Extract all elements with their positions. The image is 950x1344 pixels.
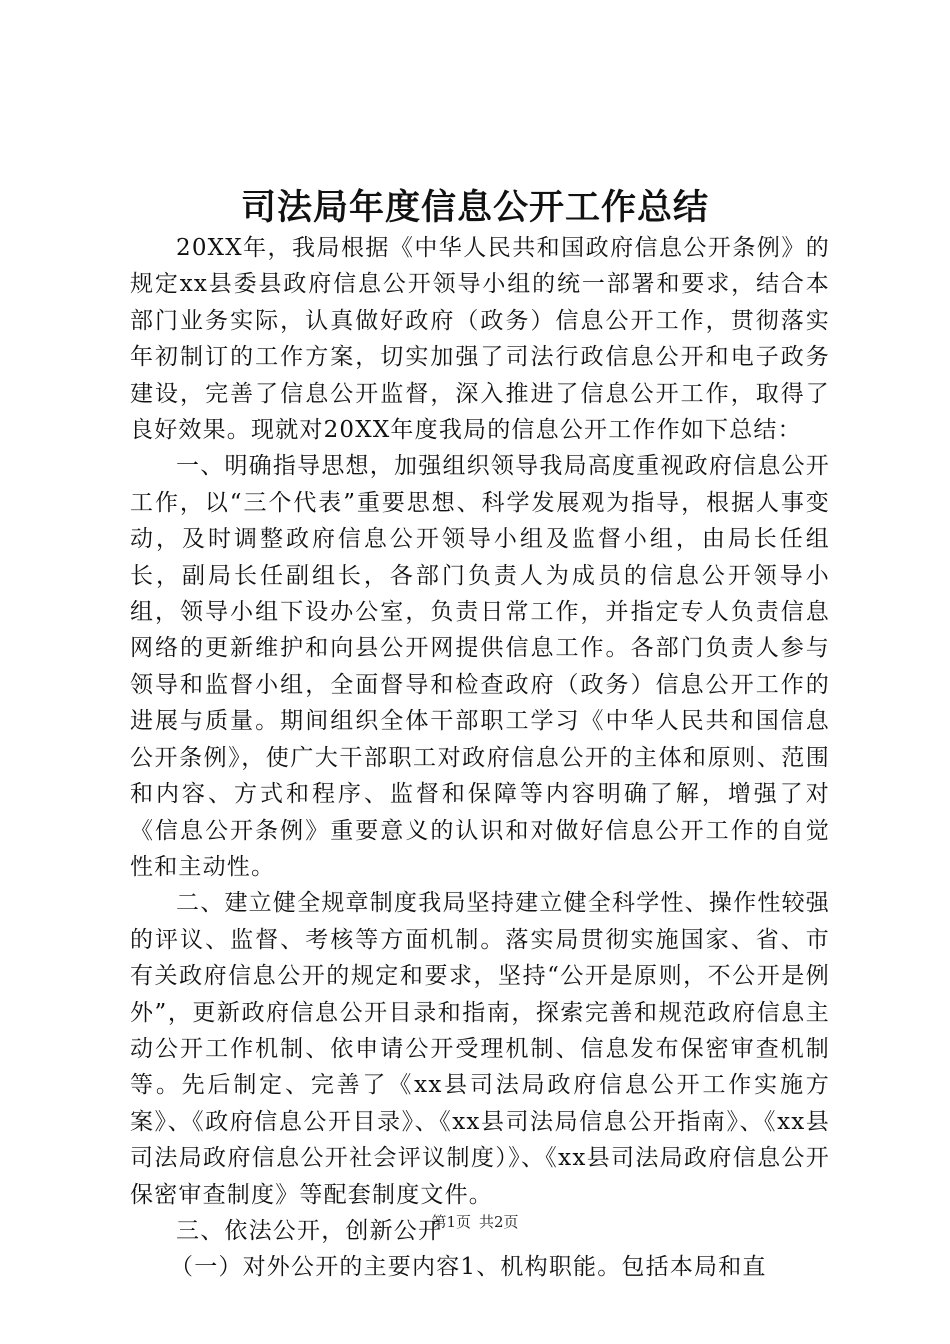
page-footer (0, 1212, 950, 1232)
subsection-one-paragraph: （一）对外公开的主要内容1、机构职能。包括本局和直 (170, 1254, 767, 1281)
document-body (130, 230, 830, 1286)
section-one-paragraph: 一、明确指导思想，加强组织领导我局高度重视政府信息公开工作，以“三个代表”重要思想、科学发展观为指导，根据人事变动，及时调整政府信息公开领导小组及监督小组，由局长任组长，副局长任副组长，各部门负责人为成员的信息公开领导小组，领导小组下设办公室，负责日常工作，并指定专人负责信息网络的更新维护和向县公开网提供信息工作。各部门负责人参与领导和监督小组，全面督导和检查政府（政务）信息公开工作的进展与质量。期间组织全体干部职工学习《中华人民共和国信息公开条例》，使广大干部职工对政府信息公开的主体和原则、范围和内容、方式和程序、监督和保障等内容明确了解，增强了对《信息公开条例》重要意义的认识和对做好信息公开工作的自觉性和主动性。 (130, 453, 830, 880)
section-three-heading: 三、依法公开，创新公开 (176, 1217, 443, 1244)
page-total: 共2页 (479, 1213, 519, 1231)
document-title: 司法局年度信息公开工作总结 (240, 187, 709, 228)
page-number: 第1页 (431, 1213, 471, 1231)
intro-paragraph: 20XX年，我局根据《中华人民共和国政府信息公开条例》的规定xx县委县政府信息公开领导小组的统一部署和要求，结合本部门业务实际，认真做好政府（政务）信息公开工作，贯彻落实年初制订的工作方案，切实加强了司法行政信息公开和电子政务建设，完善了信息公开监督，深入推进了信息公开工作，取得了良好效果。现就对20XX年度我局的信息公开工作作如下总结： (130, 235, 830, 444)
section-two-paragraph: 二、建立健全规章制度我局坚持建立健全科学性、操作性较强的评议、监督、考核等方面机制。落实局贯彻实施国家、省、市有关政府信息公开的规定和要求，坚持“公开是原则，不公开是例外”，更新政府信息公开目录和指南，探索完善和规范政府信息主动公开工作机制、依申请公开受理机制、信息发布保密审查机制等。先后制定、完善了《xx县司法局政府信息公开工作实施方案》、《政府信息公开目录》、《xx县司法局信息公开指南》、《xx县司法局政府信息公开社会评议制度）》、《xx县司法局政府信息公开保密审查制度》等配套制度文件。 (130, 890, 830, 1208)
